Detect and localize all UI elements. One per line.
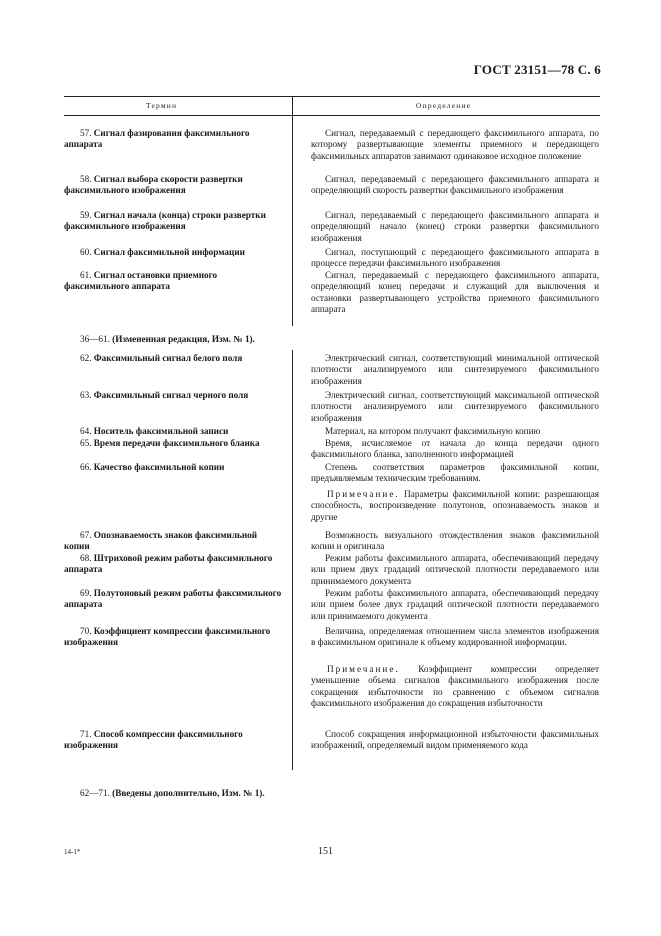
- definition-61: Сигнал, передаваемый с передающего факсимильного аппарата, определяющий конец передачи и служащий для выключения и остановки развертывающего устройства приемного факсимильного аппарата: [311, 270, 599, 314]
- term-61: [64, 270, 284, 293]
- column-header-definition: Определение: [416, 101, 472, 110]
- amendment-range: 36—61.: [80, 334, 110, 344]
- term-text: Опознаваемость знаков факсимильной копии: [64, 530, 258, 552]
- term-text: Качество факсимильной копии: [93, 462, 225, 472]
- note-label: Примечание.: [327, 489, 400, 499]
- term-68: [64, 553, 284, 576]
- term-text: Сигнал факсимильной информации: [93, 247, 245, 257]
- term-60: [64, 247, 284, 258]
- amendment-text: (Введены дополнительно, Изм.: [112, 788, 241, 798]
- table-header-rule: [64, 115, 600, 116]
- definition-57: Сигнал, передаваемый с передающего факсимильного аппарата, по которому развертывающие элементы приемного и передающего факсимильных аппаратов занимают одинаковое исходное положение: [311, 128, 599, 161]
- term-text: Сигнал выбора скорости развертки факсимильного изображения: [64, 174, 243, 196]
- definition-59: Сигнал, передаваемый с передающего факсимильного аппарата и определяющий начало (конец) строки развертки факсимильного изображения: [311, 210, 599, 243]
- term-number: 63.: [80, 390, 92, 400]
- term-number: 69.: [80, 588, 92, 598]
- term-number: 57.: [80, 128, 92, 138]
- definition-65: Время, исчисляемое от начала до конца передачи одного факсимильного бланка, заполненного информацией: [311, 438, 599, 460]
- term-63: [64, 390, 284, 401]
- definition-64: Материал, на котором получают факсимильную копию: [325, 426, 541, 436]
- sheet-mark: 14-1*: [64, 848, 81, 856]
- definition-63: Электрический сигнал, соответствующий максимальной оптической плотности анализируемого или синтезируемого факсимильного изображения: [311, 390, 599, 423]
- term-65: [64, 438, 284, 449]
- amendment-number-sign: №: [233, 334, 243, 344]
- amendment-end: 1).: [244, 334, 255, 344]
- term-number: 59.: [80, 210, 92, 220]
- term-text: Полутоновый режим работы факсимильного аппарата: [64, 588, 282, 610]
- page-number: 151: [318, 846, 333, 857]
- term-number: 60.: [80, 247, 92, 257]
- term-66: [64, 462, 284, 473]
- definition-69: Режим работы факсимильного аппарата, обеспечивающий передачу или прием более двух градаций оптической плотности передаваемого или принимаемого документа: [311, 588, 599, 621]
- term-62: [64, 353, 284, 364]
- amendment-range: 62—71.: [80, 788, 110, 798]
- amendment-note-2: [80, 788, 265, 799]
- term-64: [64, 426, 284, 437]
- definition-60: Сигнал, поступающий с передающего факсимильного аппарата в процессе передачи факсимильного изображения: [311, 247, 599, 269]
- term-number: 61.: [80, 270, 92, 280]
- term-text: Сигнал начала (конца) строки развертки факсимильного изображения: [64, 210, 266, 232]
- amendment-note-1: [80, 334, 255, 345]
- term-text: Коэффициент компрессии факсимильного изображения: [64, 626, 271, 648]
- definition-58: Сигнал, передаваемый с передающего факсимильного аппарата и определяющий скорость развертки факсимильного изображения: [311, 174, 599, 196]
- definition-70: Величина, определяемая отношением числа элементов изображения в факсимильном оригинале к объему кодированной информации.: [311, 626, 599, 648]
- term-number: 62.: [80, 353, 92, 363]
- term-text: Сигнал фазирования факсимильного аппарата: [64, 128, 250, 150]
- note-text: Коэффициент компрессии определяет уменьшение объема сигналов факсимильного изображения после сокращения избыточности по сравнению с объемом сигналов факсимильного изображения до сокращения избыточности: [311, 664, 599, 708]
- column-header-term: Термин: [146, 101, 178, 110]
- note-66: [311, 489, 599, 523]
- note-text: Параметры факсимильной копии: разрешающая способность, воспроизведение полутонов, опознаваемость знаков и другие: [311, 489, 600, 522]
- term-69: [64, 588, 284, 611]
- amendment-number-sign: №: [243, 788, 253, 798]
- column-separator: [292, 96, 293, 326]
- term-number: 64.: [80, 426, 92, 436]
- table-top-rule: [64, 96, 600, 97]
- definition-66: Степень соответствия параметров факсимильной копии, предъявляемым техническим требованиям.: [311, 462, 599, 484]
- term-number: 68.: [80, 553, 92, 563]
- term-text: Сигнал остановки приемного факсимильного аппарата: [64, 270, 218, 292]
- term-70: [64, 626, 284, 649]
- column-separator: [292, 350, 293, 770]
- term-number: 66.: [80, 462, 92, 472]
- definition-67: Возможность визуального отождествления знаков факсимильной копии и оригинала: [311, 530, 599, 552]
- term-67: [64, 530, 284, 553]
- term-text: Факсимильный сигнал белого поля: [93, 353, 243, 363]
- amendment-text: (Измененная редакция, Изм.: [112, 334, 232, 344]
- definition-71: Способ сокращения информационной избыточности факсимильных изображений, определяемый видом применяемого кода: [311, 729, 599, 751]
- term-71: [64, 729, 284, 752]
- definition-62: Электрический сигнал, соответствующий минимальной оптической плотности анализируемого или синтезируемого факсимильного изображения: [311, 353, 599, 386]
- term-number: 70.: [80, 626, 92, 636]
- term-text: Факсимильный сигнал черного поля: [93, 390, 249, 400]
- term-58: [64, 174, 284, 197]
- term-text: Штриховой режим работы факсимильного аппарата: [64, 553, 273, 575]
- amendment-end: 1).: [254, 788, 265, 798]
- term-text: Носитель факсимильной записи: [93, 426, 229, 436]
- term-number: 58.: [80, 174, 92, 184]
- term-number: 65.: [80, 438, 92, 448]
- document-header: ГОСТ 23151—78 С. 6: [473, 62, 601, 77]
- term-text: Способ компрессии факсимильного изображения: [64, 729, 243, 751]
- term-57: [64, 128, 284, 151]
- definition-68: Режим работы факсимильного аппарата, обеспечивающий передачу или прием двух градаций оптической плотности передаваемого или принимаемого документа: [311, 553, 599, 586]
- term-number: 71.: [80, 729, 92, 739]
- term-text: Время передачи факсимильного бланка: [93, 438, 260, 448]
- note-70: [311, 664, 599, 709]
- term-number: 67.: [80, 530, 92, 540]
- term-59: [64, 210, 284, 233]
- note-label: Примечание.: [327, 664, 400, 674]
